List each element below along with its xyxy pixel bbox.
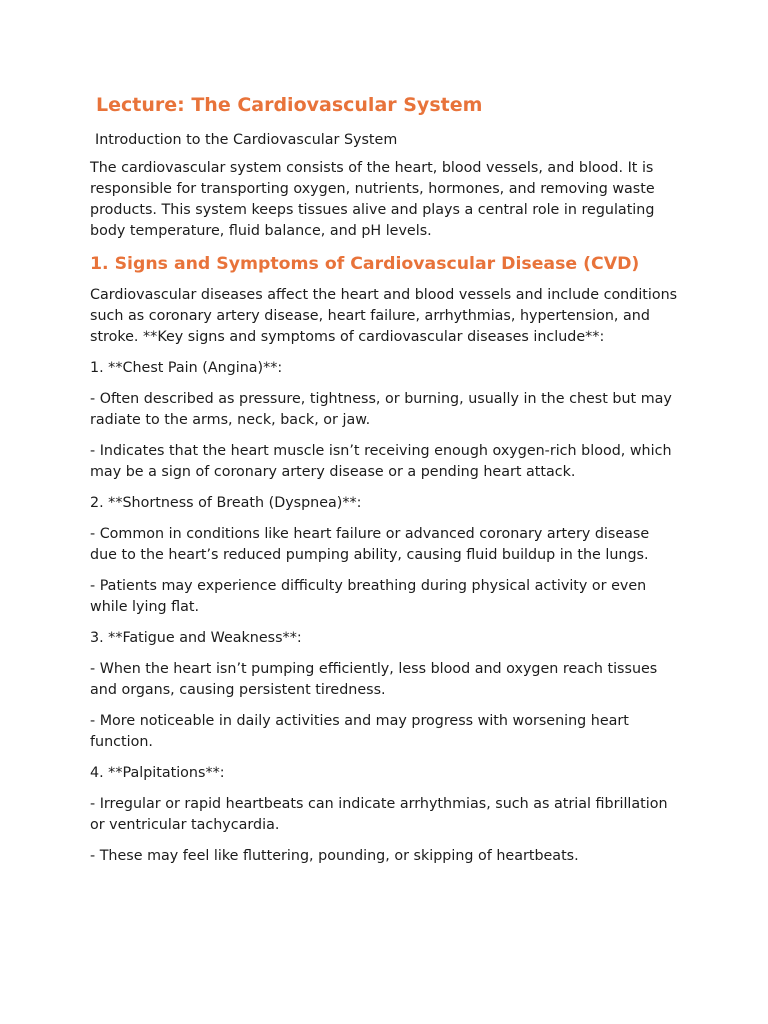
symptom-point: - Patients may experience difficulty breathing during physical activity or even while lying flat. (90, 578, 647, 615)
symptom-point: - These may feel like fluttering, pounding, or skipping of heartbeats. (90, 848, 579, 864)
section-heading: 1. Signs and Symptoms of Cardiovascular Disease (CVD) (90, 254, 640, 274)
intro-paragraph: The cardiovascular system consists of the heart, blood vessels, and blood. It is responsible for transporting oxygen, nutrients, hormones, and removing waste products. This system keeps tissues alive and plays a central role in regulating body temperature, fluid balance, and pH levels. (90, 160, 655, 239)
symptom-label-fatigue: 3. **Fatigue and Weakness**: (90, 630, 302, 646)
symptom-point: - When the heart isn’t pumping efficiently, less blood and oxygen reach tissues and organs, causing persistent tiredness. (90, 661, 658, 698)
symptom-point: - More noticeable in daily activities and may progress with worsening heart function. (90, 713, 629, 750)
page-subtitle: Introduction to the Cardiovascular System (95, 132, 398, 148)
section-intro-paragraph: Cardiovascular diseases affect the heart and blood vessels and include conditions such as coronary artery disease, heart failure, arrhythmias, hypertension, and stroke. **Key signs and symptoms of cardiovascular diseases include**: (90, 287, 678, 345)
symptom-point: - Irregular or rapid heartbeats can indicate arrhythmias, such as atrial fibrillation or ventricular tachycardia. (90, 796, 668, 833)
symptom-point: - Common in conditions like heart failure or advanced coronary artery disease due to the heart’s reduced pumping ability, causing fluid buildup in the lungs. (90, 526, 650, 563)
symptom-label-shortness-of-breath: 2. **Shortness of Breath (Dyspnea)**: (90, 495, 362, 511)
symptom-label-chest-pain: 1. **Chest Pain (Angina)**: (90, 360, 283, 376)
symptom-point: - Indicates that the heart muscle isn’t receiving enough oxygen-rich blood, which may be a sign of coronary artery disease or a pending heart attack. (90, 443, 672, 480)
symptom-label-palpitations: 4. **Palpitations**: (90, 765, 225, 781)
page-title: Lecture: The Cardiovascular System (96, 94, 483, 116)
symptom-point: - Often described as pressure, tightness, or burning, usually in the chest but may radiate to the arms, neck, back, or jaw. (90, 391, 672, 428)
